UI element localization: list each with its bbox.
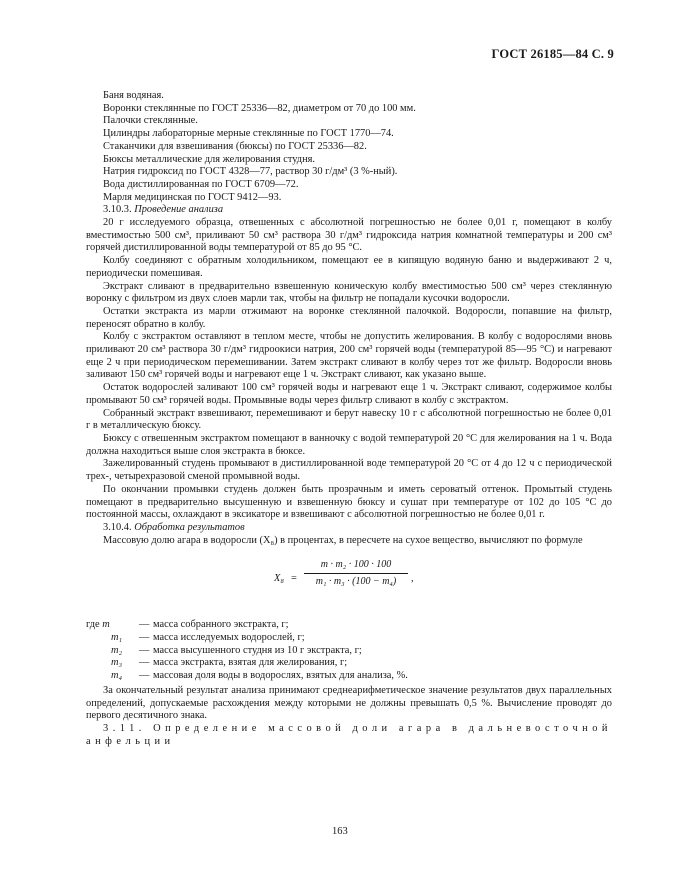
dash: —: [139, 619, 150, 631]
section-heading-3-10-4: [86, 522, 612, 535]
equipment-item: Марля медицинская по ГОСТ 9412—93.: [103, 191, 282, 203]
paragraph: Экстракт сливают в предварительно взвешенную коническую колбу вместимостью 500 см³ через стеклянную воронку с фильтром из двух слоев марли так, чтобы на фильтр не попадали кусочки водоросли.: [86, 280, 612, 305]
definition-text: массовая доля воды в водорослях, взятых для анализа, %.: [153, 670, 408, 682]
formula-fraction: [304, 558, 408, 588]
definition-text: масса собранного экстракта, г;: [153, 619, 289, 631]
paragraph: Зажелированный студень промывают в дистиллированной воде температурой 20 °С от 4 до 12 ч с периодической трех-, четырехразовой сменой промывной воды.: [86, 458, 612, 483]
definition-row: [86, 632, 612, 645]
paragraph: Бюксу с отвешенным экстрактом помещают в ванночку с водой температурой 20 °С для желирования на 1 ч. Вода должна находиться выше слоя экстракта в бюксе.: [86, 432, 612, 457]
equipment-item: Бюксы металлические для желирования студня.: [103, 153, 316, 165]
section-title: Обработка результатов: [134, 521, 245, 533]
where-word: [86, 619, 139, 632]
definition-row: [86, 645, 612, 658]
section-heading-3-11: 3.11. Определение массовой доли агара в дальневосточной анфельции: [86, 722, 612, 747]
fraction-bar: [304, 573, 408, 574]
definition-row: [86, 670, 612, 683]
final-paragraph: За окончательный результат анализа принимают среднеарифметическое значение результатов двух параллельных определений, допускаемые расхождения между которыми не должны превышать 0,5 %. Вычисление проводят до первого десятичного знака.: [86, 684, 612, 722]
formula-intro: Массовую долю агара в водоросли (X₈) в процентах, в пересчете на сухое вещество, вычисляют по формуле: [103, 534, 583, 546]
definition-text: масса высушенного студня из 10 г экстракта, г;: [153, 644, 362, 656]
paragraph: Остатки экстракта из марли отжимают на воронке стеклянной палочкой. Водоросли, попавшие на фильтр, переносят обратно в колбу.: [86, 305, 612, 330]
equipment-item: Натрия гидроксид по ГОСТ 4328—77, раствор 30 г/дм³ (3 %-ный).: [103, 166, 398, 178]
paragraph: По окончании промывки студень должен быть прозрачным и иметь сероватый оттенок. Промытый студень помещают в предварительно высушенную и взвешенную бюксу и сушат при температуре от 102 до 105 °С до постоянной массы, охлаждают в эксикаторе и взвешивают с абсолютной погрешностью не более 0,01 г.: [86, 483, 612, 521]
paragraph: Собранный экстракт взвешивают, перемешивают и берут навеску 10 г с абсолютной погрешностью не более 0,01 г в металлическую бюксу.: [86, 407, 612, 432]
equipment-item: Стаканчики для взвешивания (бюксы) по ГОСТ 25336—82.: [103, 140, 367, 152]
section-number: 3.10.4.: [103, 521, 132, 533]
document-body: [86, 90, 612, 748]
equipment-item: Вода дистиллированная по ГОСТ 6709—72.: [103, 178, 299, 190]
section-title: Проведение анализа: [134, 204, 224, 216]
section-heading-3-10-3: [86, 204, 612, 217]
definition-symbol: m₄: [111, 670, 123, 682]
formula-numerator: m · m₂ · 100 · 100: [320, 559, 392, 571]
section-number: 3.10.3.: [103, 204, 132, 216]
formula-equals: =: [291, 573, 297, 585]
formula-comma: ,: [411, 573, 414, 585]
paragraph: 20 г исследуемого образца, отвешенных с абсолютной погрешностью не более 0,01 г, помещают в колбу вместимостью 500 см³, приливают 50 см³ раствора 30 г/дм³ гидроксида натрия комнатной температуры и 200 см³ горячей дистиллированной воды температурой от 85 до 95 °С.: [86, 217, 612, 254]
definition-row: [86, 657, 612, 670]
definition-symbol: m₁: [111, 632, 123, 644]
dash: —: [139, 670, 150, 682]
dash: —: [139, 644, 150, 656]
dash: —: [139, 657, 150, 669]
equipment-item: Воронки стеклянные по ГОСТ 25336—82, диаметром от 70 до 100 мм.: [103, 102, 416, 114]
definition-symbol: m: [102, 619, 110, 631]
definition-symbol: m₃: [111, 657, 123, 669]
equipment-item: Палочки стеклянные.: [103, 115, 198, 127]
dash: —: [139, 632, 150, 644]
definition-row: [86, 619, 612, 632]
formula: [86, 555, 612, 613]
page-number: 163: [332, 826, 348, 837]
equipment-item: Баня водяная.: [103, 90, 164, 101]
running-header: ГОСТ 26185—84 С. 9: [491, 47, 614, 61]
definitions-list: [86, 619, 612, 683]
where-label: где: [86, 619, 100, 631]
equipment-item: Цилиндры лабораторные мерные стеклянные по ГОСТ 1770—74.: [103, 128, 394, 140]
paragraph: Остаток водорослей заливают 100 см³ горячей воды и нагревают еще 1 ч. Экстракт сливают, содержимое колбы промывают 50 см³ горячей воды. Промывные воды через фильтр сливают в колбу с экстрактом.: [86, 382, 612, 406]
definition-symbol: m₂: [111, 644, 123, 656]
paragraph: Колбу с экстрактом оставляют в теплом месте, чтобы не допустить желирования. В колбу с водорослями вновь приливают 20 см³ раствора 30 г/дм³ гидроокиси натрия, 200 см³ горячей воды (температурой 85—95 °С) и нагревают еще 2 ч при периодическом перемешивании. Затем экстракт сливают в колбу через тот же фильтр. Водоросли вновь заливают 150 см³ горячей воды и нагревают еще 1 ч. Экстракт сливают, как указано выше.: [86, 331, 612, 381]
formula-denominator: m₁ · m₃ · (100 − m₄): [315, 576, 397, 588]
formula-lhs: X₈: [274, 573, 284, 585]
paragraph: Колбу соединяют с обратным холодильником, помещают ее в кипящую водяную баню и выдерживают 2 ч, периодически помешивая.: [86, 255, 612, 279]
definition-text: масса экстракта, взятая для желирования, г;: [153, 657, 348, 669]
equipment-list: [86, 90, 612, 204]
definition-text: масса исследуемых водорослей, г;: [153, 632, 305, 644]
